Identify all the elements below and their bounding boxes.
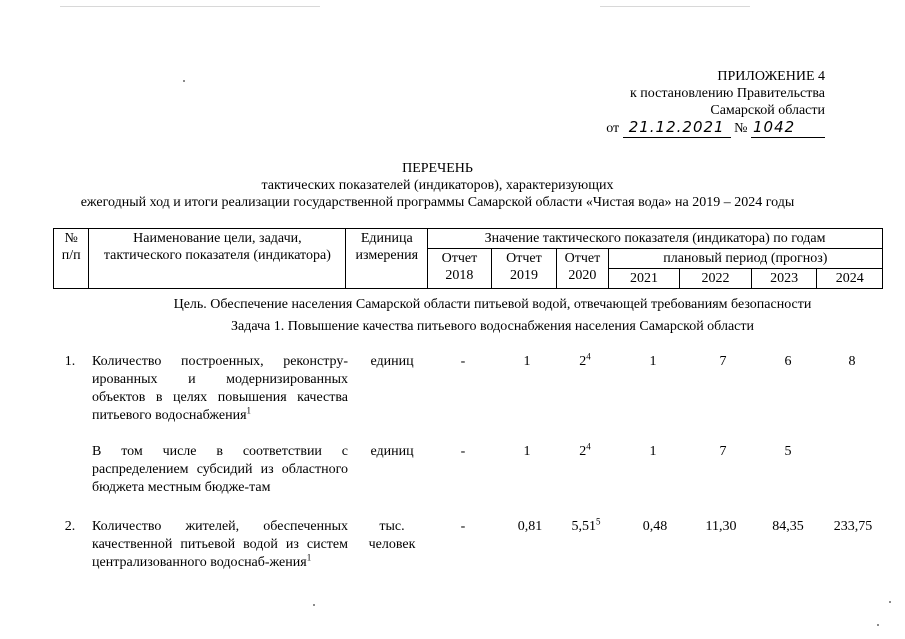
- value-2021: 1: [649, 354, 657, 369]
- col-2020-header: Отчет 2020: [557, 249, 608, 289]
- col-num-header: № п/п: [54, 229, 89, 289]
- col-2018-header: Отчет 2018: [428, 249, 492, 289]
- value-2022: 7: [719, 444, 727, 459]
- unit-value: единиц: [370, 354, 414, 369]
- unit-value: единиц: [370, 444, 414, 459]
- scan-artifact: [313, 604, 315, 606]
- appendix-line-1: к постановлению Правительства: [629, 86, 825, 101]
- value-2021: 1: [649, 444, 657, 459]
- col-2019-header: Отчет 2019: [491, 249, 557, 289]
- row-number: 1.: [64, 354, 76, 369]
- appendix-line-2: Самарской области: [710, 103, 825, 118]
- row-number: 2.: [64, 519, 76, 534]
- col-values-header: Значение тактического показателя (индикатора) по годам: [428, 229, 883, 249]
- unit-value: тыс. человек: [368, 519, 416, 552]
- indicators-table-header: [53, 228, 883, 289]
- value-2023: 84,35: [772, 519, 804, 534]
- value-2022: 11,30: [705, 519, 737, 534]
- date-prefix: от: [606, 121, 620, 136]
- scan-artifact: [183, 80, 185, 82]
- scan-artifact: [60, 6, 320, 7]
- goal-text: Цель. Обеспечение населения Самарской области питьевой водой, отвечающей требованиям безопасности: [173, 297, 812, 312]
- number-prefix: №: [734, 121, 748, 136]
- value-2021: 0,48: [642, 519, 668, 534]
- value-2018: -: [460, 444, 466, 459]
- value-2019: 1: [523, 354, 531, 369]
- value-2018: -: [460, 354, 466, 369]
- indicator-name: Количество жителей, обеспеченных качественной питьевой водой из систем централизованного водоснаб-жения$^1$: [92, 519, 348, 570]
- value-2019: 0,81: [517, 519, 543, 534]
- document-subtitle-1: тактических показателей (индикаторов), характеризующих: [261, 178, 614, 193]
- value-2022: 7: [719, 354, 727, 369]
- task-text: Задача 1. Повышение качества питьевого водоснабжения населения Самарской области: [231, 319, 754, 334]
- value-2023: 5: [784, 444, 792, 459]
- value-2018: -: [460, 519, 466, 534]
- col-2022-header: 2022: [680, 269, 752, 289]
- value-2024: 233,75: [833, 519, 873, 534]
- scan-artifact: [877, 624, 879, 626]
- scan-artifact: [600, 6, 750, 7]
- scan-artifact: [889, 601, 891, 603]
- col-2021-header: 2021: [608, 269, 680, 289]
- appendix-date-line: [606, 118, 825, 138]
- value-2020: $2^4$: [579, 441, 591, 459]
- indicator-name: Количество построенных, реконстру-ированных и модернизированных объектов в целях повышения качества питьевого водоснабжения$^1$: [92, 354, 348, 423]
- value-2024: 8: [848, 354, 856, 369]
- appendix-title: ПРИЛОЖЕНИЕ 4: [717, 69, 825, 84]
- decree-date: 21.12.2021: [623, 118, 731, 138]
- col-2024-header: 2024: [817, 269, 883, 289]
- value-2019: 1: [523, 444, 531, 459]
- indicator-name: В том числе в соответствии с распределением субсидий из областного бюджета местным бюдже-там: [92, 444, 348, 495]
- value-2020: $2^4$: [579, 351, 591, 369]
- value-2023: 6: [784, 354, 792, 369]
- col-2023-header: 2023: [751, 269, 817, 289]
- value-2020: 5,51$^5$: [571, 516, 601, 534]
- col-unit-header: Единица измерения: [346, 229, 428, 289]
- document-subtitle-2: ежегодный ход и итоги реализации государственной программы Самарской области «Чистая вода» на 2019 – 2024 годы: [80, 195, 795, 210]
- decree-number: 1042: [751, 118, 825, 138]
- col-name-header: Наименование цели, задачи, тактического показателя (индикатора): [89, 229, 346, 289]
- planned-period-header: плановый период (прогноз): [608, 249, 882, 269]
- document-title: ПЕРЕЧЕНЬ: [402, 161, 473, 176]
